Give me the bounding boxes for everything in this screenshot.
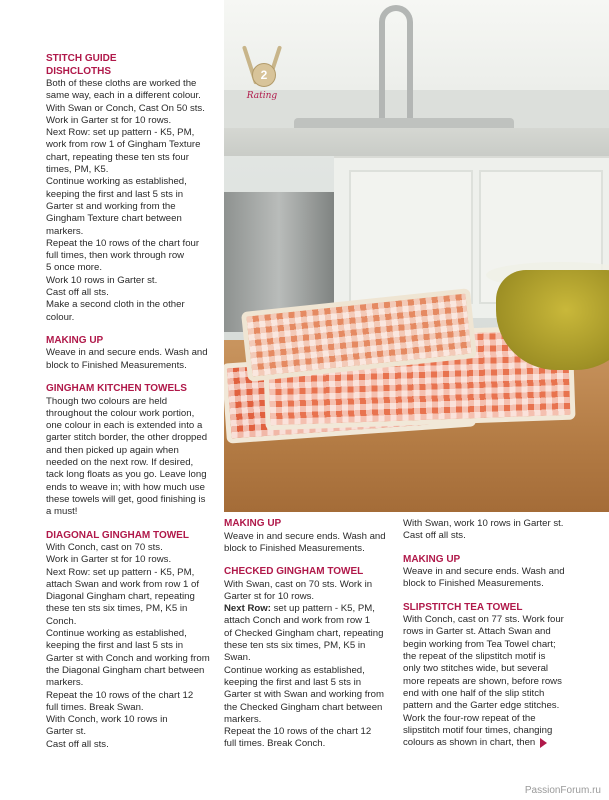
next-row-label: Next Row:	[224, 603, 271, 615]
section-heading: STITCH GUIDE	[46, 53, 117, 64]
knitting-needles-icon	[244, 45, 280, 91]
body-text: set up pattern - K5, PM, attach Conch and work from row 1 of Checked Gingham chart, repeating these ten sts six times, PM, K5 in Swan. Continue working as established, keeping the first and last 5 sts in Garter st with Swan and working from the Checked Gingham chart between markers. Repeat the 10 rows of the chart 12 full times. Break Conch.	[224, 603, 384, 750]
body-text: With Swan, work 10 rows in Garter st. Cast off all sts.	[403, 518, 564, 542]
faucet	[379, 5, 413, 121]
column-2	[224, 518, 399, 751]
rating-label: Rating	[246, 91, 278, 101]
continue-arrow-icon	[540, 738, 547, 748]
cabinet-door	[349, 170, 473, 304]
back-counter	[224, 128, 609, 156]
column-1	[46, 53, 224, 751]
body-text: Weave in and secure ends. Wash and block to Finished Measurements.	[46, 347, 208, 371]
section-heading: CHECKED GINGHAM TOWEL	[224, 566, 364, 578]
section-heading: DISHCLOTHS	[46, 65, 111, 77]
body-text	[403, 614, 588, 749]
section-heading: MAKING UP	[403, 553, 461, 565]
rating-level: 2	[252, 63, 276, 87]
body-text: With Conch, cast on 70 sts. Work in Garter st for 10 rows. Next Row: set up pattern - K5, PM, attach Swan and work from row 1 of Diagonal Gingham chart, repeating these ten sts six times, PM, K5 in Conch. Continue working as established, keeping the first and last 5 sts in Garter st with Conch and working from the Diagonal Gingham chart between markers. Repeat the 10 rows of the chart 12 full times. Break Swan. With Conch, work 10 rows in Garter st. Cast off all sts.	[46, 542, 210, 750]
body-text: With Swan, cast on 70 sts. Work in Garter st for 10 rows.	[224, 578, 373, 602]
section-heading: SLIPSTITCH TEA TOWEL	[403, 601, 523, 613]
body-text: Though two colours are held throughout the colour work portion, one colour in each is extended into a garter stitch border, the other dropped and then picked up again when needed on the next row. If desired, tack long floats as you go. Leave long ends to weave in; with how much use these towels will get, good finishing is a must!	[46, 395, 208, 518]
body-text: Both of these cloths are worked the same way, each in a different colour. With Swan or Conch, Cast On 50 sts. Work in Garter st for 10 rows. Next Row: set up pattern - K5, PM, work from row 1 of Gingham Texture chart, repeating these ten sts four times, PM, K5. Continue working as established, keeping the first and last 5 sts in Garter st and working from the Gingham Texture chart between markers. Repeat the 10 rows of the chart four full times, then work through row 5 once more. Work 10 rows in Garter st. Cast off all sts. Make a second cloth in the other colour.	[46, 78, 205, 323]
body-text: With Conch, cast on 77 sts. Work four rows in Garter st. Attach Swan and begin working from Tea Towel chart; the repeat of the slipstitch motif is only two stitches wide, but several more repeats are shown, before rows end with one half of the slip stitch pattern and the Garter edge stitches. Work the four-row repeat of the slipstitch motif four times, changing colours as shown in chart, then	[403, 614, 564, 749]
body-text	[224, 603, 399, 751]
section-heading: DIAGONAL GINGHAM TOWEL	[46, 529, 189, 541]
watermark: PassionForum.ru	[524, 785, 601, 796]
body-text: Weave in and secure ends. Wash and block to Finished Measurements.	[403, 566, 565, 590]
body-text: Weave in and secure ends. Wash and block to Finished Measurements.	[224, 530, 386, 554]
section-heading: MAKING UP	[46, 334, 104, 346]
column-3	[403, 518, 588, 749]
rating-badge	[242, 45, 282, 107]
section-heading: GINGHAM KITCHEN TOWELS	[46, 383, 187, 395]
section-heading: MAKING UP	[224, 518, 282, 529]
